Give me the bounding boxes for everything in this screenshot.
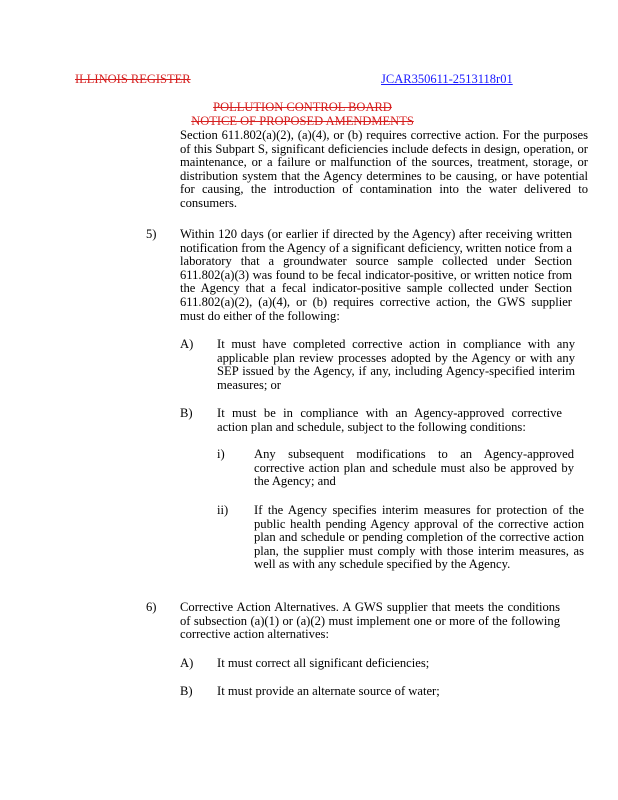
item-5b-i-label: i) <box>217 447 225 461</box>
item-5b-i-text: Any subsequent modifications to an Agency-approved corrective action plan and schedule must also be approved by the Agency; and <box>254 447 574 489</box>
intro-paragraph: Section 611.802(a)(2), (a)(4), or (b) requires corrective action. For the purposes of this Subpart S, significant deficiencies include defects in design, operation, or maintenance, or a failure or malfunction of the sources, treatment, storage, or distribution system that the Agency determines to be causing, or have potential for causing, the introduction of contamination into the water delivered to consumers. <box>180 128 588 210</box>
item-5a-text: It must have completed corrective action in compliance with any applicable plan review processes adopted by the Agency or with any SEP issued by the Agency, if any, including Agency-specified interim measures; or <box>217 337 575 392</box>
item-6-label: 6) <box>146 600 157 614</box>
item-6b-text: It must provide an alternate source of water; <box>217 684 440 698</box>
item-5-text: Within 120 days (or earlier if directed by the Agency) after receiving written notification from the Agency of a significant deficiency, written notice from a laboratory that a groundwater source sample collected under Section 611.802(a)(3) was found to be fecal indicator-positive, or written notice from the Agency that a fecal indicator-positive sample collected under Section 611.802(a)(2), (a)(4), or (b) requires corrective action, the GWS supplier must do either of the following: <box>180 227 572 323</box>
item-5b-text: It must be in compliance with an Agency-approved corrective action plan and schedule, subject to the following conditions: <box>217 406 562 434</box>
item-6-text: Corrective Action Alternatives. A GWS supplier that meets the conditions of subsection (a)(1) or (a)(2) must implement one or more of the following corrective action alternatives: <box>180 600 560 642</box>
item-5-label: 5) <box>146 227 157 241</box>
jcar-document-id[interactable]: JCAR350611-2513118r01 <box>381 72 513 86</box>
item-5b-label: B) <box>180 406 193 420</box>
item-6a-label: A) <box>180 656 194 670</box>
item-6b-label: B) <box>180 684 193 698</box>
item-5a-label: A) <box>180 337 194 351</box>
notice-heading: NOTICE OF PROPOSED AMENDMENTS <box>191 114 414 128</box>
item-5b-ii-text: If the Agency specifies interim measures for protection of the public health pending Agency approval of the corrective action plan and schedule or pending completion of the corrective action plan, the supplier must comply with those interim measures, as well as with any schedule specified by the Agency. <box>254 503 584 572</box>
item-6a-text: It must correct all significant deficiencies; <box>217 656 430 670</box>
register-title: ILLINOIS REGISTER <box>75 72 191 86</box>
item-5b-ii-label: ii) <box>217 503 229 517</box>
agency-heading: POLLUTION CONTROL BOARD <box>213 100 392 114</box>
